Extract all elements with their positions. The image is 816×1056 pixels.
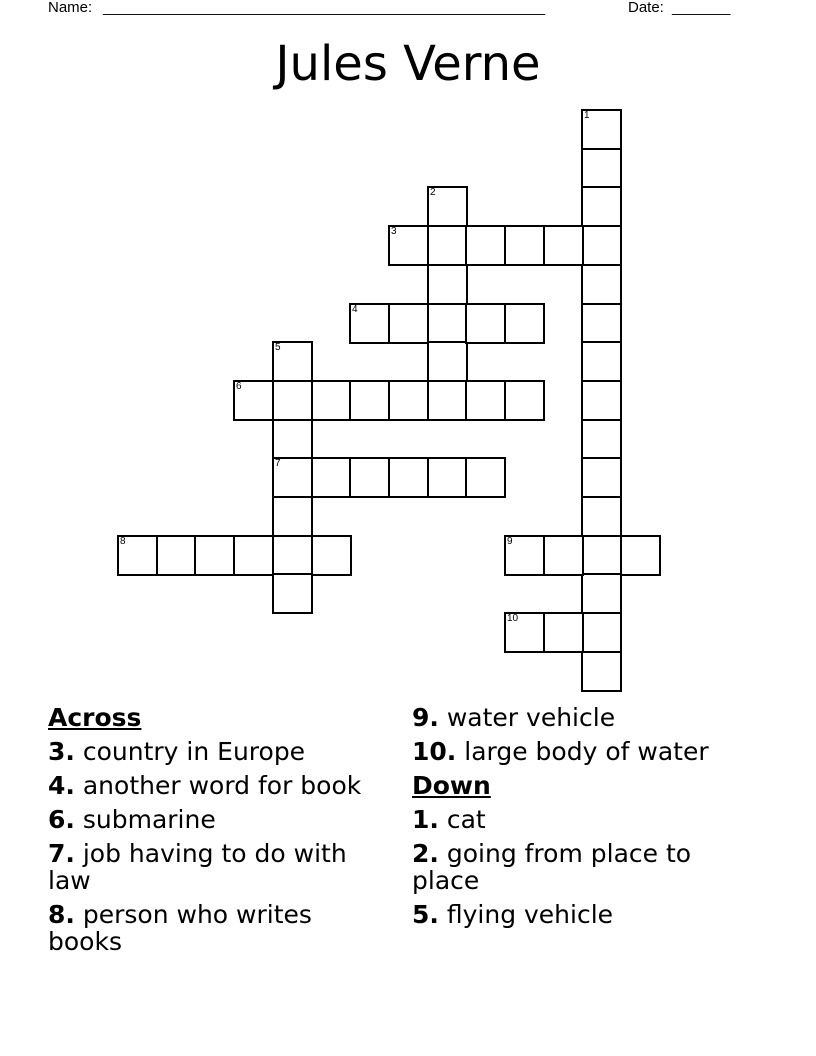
name-field[interactable]: _____________________________________________________ — [103, 0, 546, 16]
grid-cell[interactable] — [427, 264, 468, 305]
grid-cell[interactable] — [311, 535, 352, 576]
clue-number: 3 — [391, 226, 397, 237]
grid-cell[interactable] — [388, 303, 429, 344]
grid-cell[interactable] — [349, 303, 390, 344]
grid-cell[interactable] — [311, 380, 352, 421]
grid-cell[interactable] — [581, 496, 622, 537]
grid-cell[interactable] — [504, 535, 545, 576]
clue-number: 2 — [430, 187, 436, 198]
across-heading: Across — [48, 703, 142, 732]
clue-across-8: 8. person who writes books — [48, 900, 312, 956]
grid-cell[interactable] — [427, 225, 468, 266]
clue-across-9: 9. water vehicle — [412, 703, 616, 732]
clue-across-4: 4. another word for book — [48, 771, 362, 800]
down-heading: Down — [412, 771, 491, 800]
grid-cell[interactable] — [427, 303, 468, 344]
grid-cell[interactable] — [117, 535, 158, 576]
grid-cell[interactable] — [272, 380, 313, 421]
grid-cell[interactable] — [272, 496, 313, 537]
grid-cell[interactable] — [465, 225, 506, 266]
grid-cell[interactable] — [272, 419, 313, 460]
grid-cell[interactable] — [504, 225, 545, 266]
clue-across-10: 10. large body of water — [412, 737, 709, 766]
clue-number: 6 — [236, 381, 242, 392]
grid-cell[interactable] — [504, 612, 545, 653]
grid-cell[interactable] — [311, 457, 352, 498]
grid-cell[interactable] — [427, 186, 468, 227]
clue-across-6: 6. submarine — [48, 805, 216, 834]
grid-cell[interactable] — [465, 303, 506, 344]
grid-cell[interactable] — [233, 535, 274, 576]
grid-cell[interactable] — [349, 380, 390, 421]
grid-cell[interactable] — [427, 341, 468, 382]
clue-number: 8 — [120, 536, 126, 547]
grid-cell[interactable] — [349, 457, 390, 498]
clue-across-7: 7. job having to do with law — [48, 839, 347, 895]
name-label: Name: — [48, 0, 93, 16]
grid-cell[interactable] — [581, 148, 622, 189]
grid-cell[interactable] — [581, 380, 622, 421]
clue-number: 7 — [275, 458, 281, 469]
clue-number: 4 — [352, 304, 358, 315]
clue-number: 5 — [275, 342, 281, 353]
grid-cell[interactable] — [581, 573, 622, 614]
grid-cell[interactable] — [504, 380, 545, 421]
grid-cell[interactable] — [194, 535, 235, 576]
grid-cell[interactable] — [581, 225, 622, 266]
grid-cell[interactable] — [581, 651, 622, 692]
grid-cell[interactable] — [620, 535, 661, 576]
grid-cell[interactable] — [427, 380, 468, 421]
grid-cell[interactable] — [581, 303, 622, 344]
clue-down-1: 1. cat — [412, 805, 486, 834]
grid-cell[interactable] — [581, 535, 622, 576]
grid-cell[interactable] — [465, 457, 506, 498]
clue-down-5: 5. flying vehicle — [412, 900, 614, 929]
clue-number: 1 — [584, 110, 590, 121]
grid-cell[interactable] — [388, 225, 429, 266]
clue-column-left — [48, 700, 378, 962]
grid-cell[interactable] — [581, 419, 622, 460]
grid-cell[interactable] — [581, 341, 622, 382]
grid-cell[interactable] — [581, 264, 622, 305]
grid-cell[interactable] — [581, 109, 622, 150]
clue-number: 10 — [507, 613, 519, 624]
date-field[interactable]: _______ — [672, 0, 731, 16]
clue-down-2: 2. going from place to place — [412, 839, 692, 895]
page-title: Jules Verne — [275, 36, 541, 92]
clue-column-right — [412, 700, 742, 935]
date-label: Date: — [628, 0, 664, 16]
grid-cell[interactable] — [388, 457, 429, 498]
grid-cell[interactable] — [581, 457, 622, 498]
grid-cell[interactable] — [233, 380, 274, 421]
grid-cell[interactable] — [156, 535, 197, 576]
grid-cell[interactable] — [388, 380, 429, 421]
grid-cell[interactable] — [427, 457, 468, 498]
grid-cell[interactable] — [272, 573, 313, 614]
grid-cell[interactable] — [581, 612, 622, 653]
grid-cell[interactable] — [272, 535, 313, 576]
grid-cell[interactable] — [504, 303, 545, 344]
grid-cell[interactable] — [543, 535, 584, 576]
grid-cell[interactable] — [465, 380, 506, 421]
grid-cell[interactable] — [581, 186, 622, 227]
grid-cell[interactable] — [272, 457, 313, 498]
grid-cell[interactable] — [543, 225, 584, 266]
grid-cell[interactable] — [272, 341, 313, 382]
clue-number: 9 — [507, 536, 513, 547]
clue-across-3: 3. country in Europe — [48, 737, 306, 766]
grid-cell[interactable] — [543, 612, 584, 653]
